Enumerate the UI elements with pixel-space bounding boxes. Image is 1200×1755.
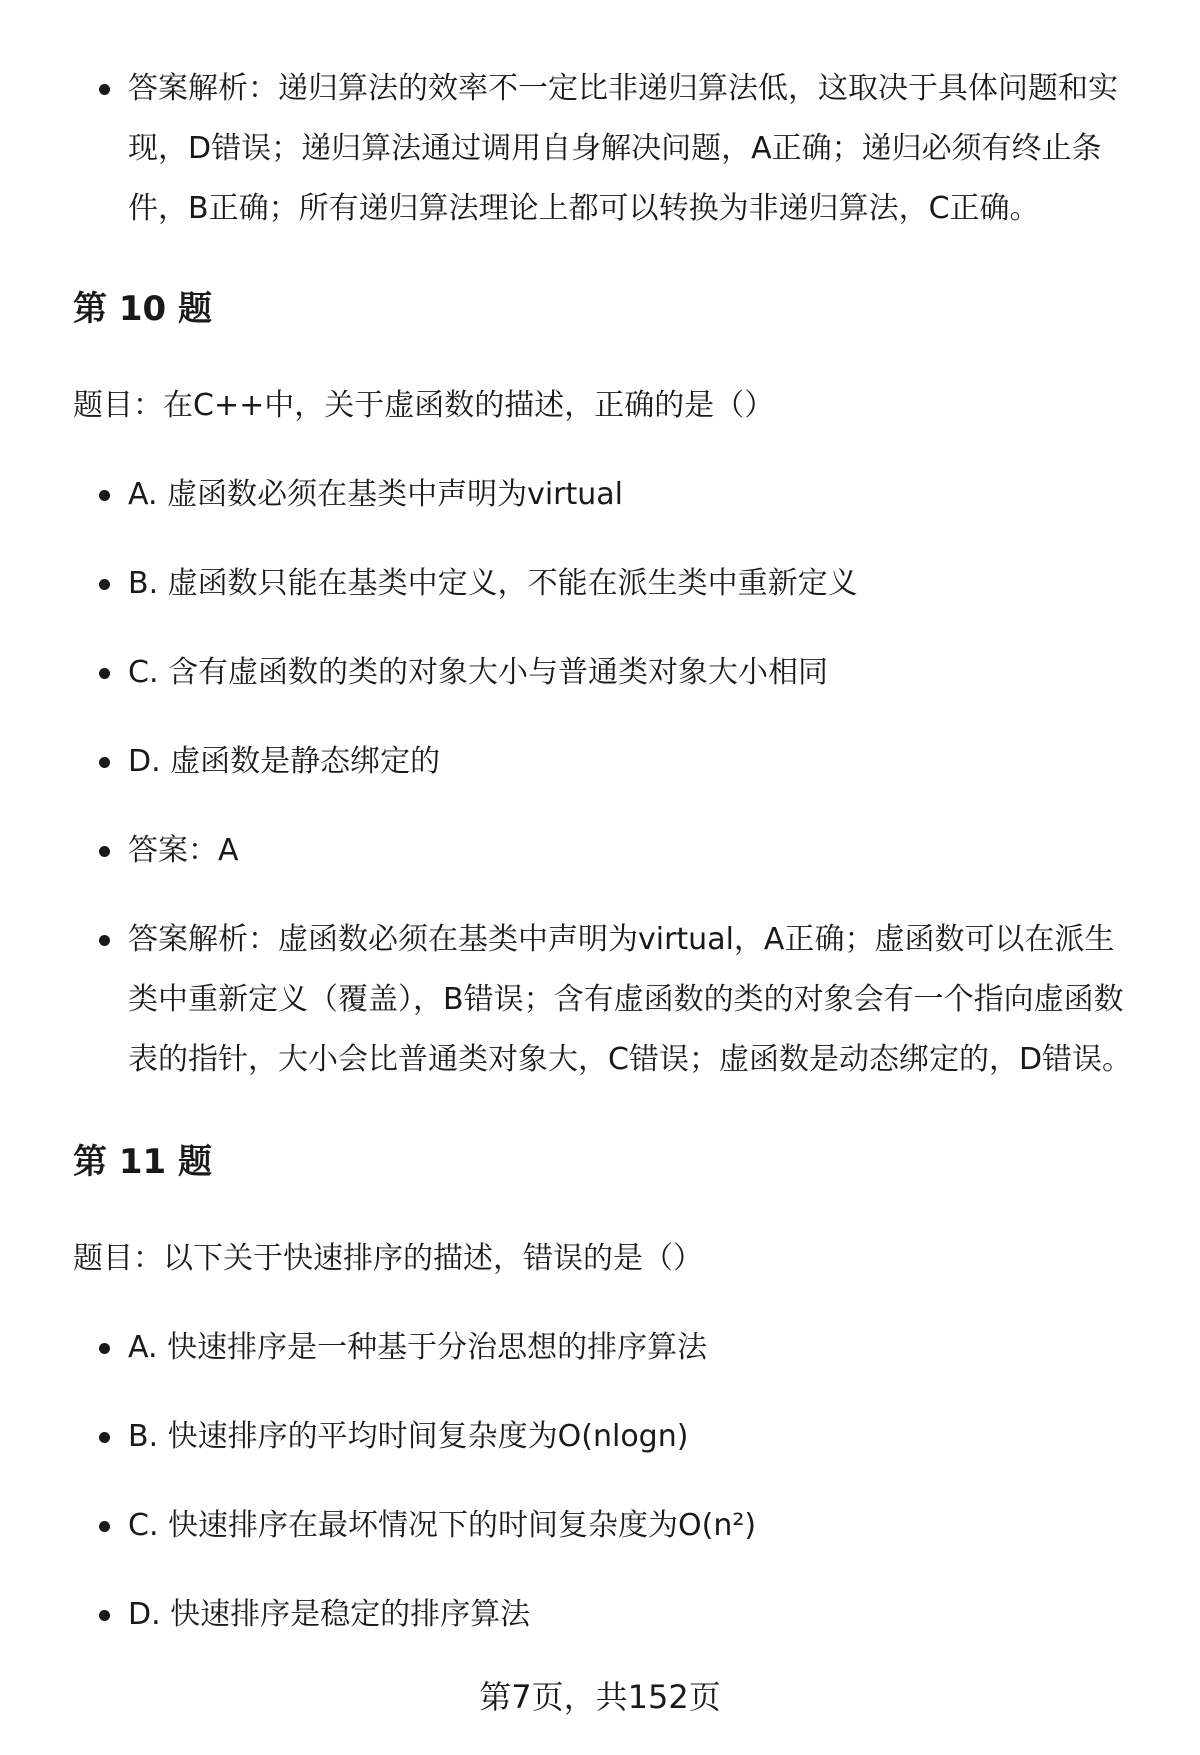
question-10-option-d: D. 虚函数是静态绑定的: [128, 732, 1138, 792]
page-footer: 第7页，共152页: [479, 1678, 721, 1716]
question-11-option-c: C. 快速排序在最坏情况下的时间复杂度为O(n²): [128, 1496, 1138, 1556]
question-11-option-a: A. 快速排序是一种基于分治思想的排序算法: [128, 1318, 1138, 1378]
question-11-text: 题目：以下关于快速排序的描述，错误的是（）: [73, 1241, 703, 1276]
question-10-option-c: C. 含有虚函数的类的对象大小与普通类对象大小相同: [128, 643, 1138, 703]
question-11-option-b: B. 快速排序的平均时间复杂度为O(nlogn): [128, 1407, 1138, 1467]
question-10-option-b: B. 虚函数只能在基类中定义，不能在派生类中重新定义: [128, 554, 1138, 614]
question-10-option-a: A. 虚函数必须在基类中声明为virtual: [128, 465, 1138, 525]
question-10-explanation: 答案解析：虚函数必须在基类中声明为virtual，A正确；虚函数可以在派生类中重新定义（覆盖），B错误；含有虚函数的类的对象会有一个指向虚函数表的指针，大小会比普通类对象大，C错误；虚函数是动态绑定的，D错误。: [128, 910, 1138, 1090]
question-10-answer: 答案：A: [128, 821, 1138, 881]
question-10-text: 题目：在C++中，关于虚函数的描述，正确的是（）: [73, 388, 775, 423]
question-11-heading: 第 11 题: [73, 1142, 212, 1182]
question-11-option-d: D. 快速排序是稳定的排序算法: [128, 1585, 1138, 1645]
question-10-heading: 第 10 题: [73, 289, 212, 329]
prev-explanation: 答案解析：递归算法的效率不一定比非递归算法低，这取决于具体问题和实现，D错误；递归算法通过调用自身解决问题，A正确；递归必须有终止条件，B正确；所有递归算法理论上都可以转换为非递归算法，C正确。: [128, 59, 1138, 239]
